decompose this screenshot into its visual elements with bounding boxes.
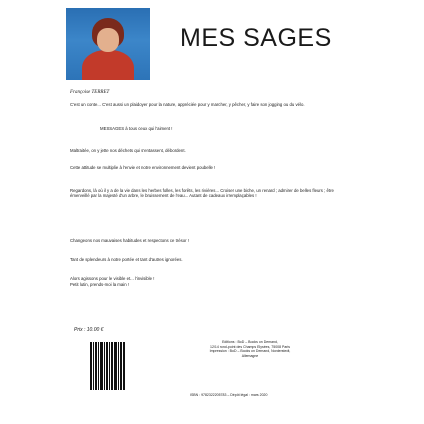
paragraph-3: Regardons, là où il y a de la vie dans les herbes folles, les forêts, les rivières... Croiser une biche, un renard ; admirer de belles fleurs ; être émerveillé par la majesté d'un arbre, le bruissement de l'eau... Autant de cadeaux irremplaçables ! <box>70 188 334 199</box>
price-label: Prix : 10.00 € <box>74 327 104 333</box>
paragraph-1: Maltraitée, on y jette nos déchets qui s'entassent, débordent. <box>70 148 186 153</box>
isbn-line: ISBN : 9782322205783 – Dépôt légal : mars 2020 <box>190 393 268 397</box>
intro-paragraph: C'est un conte... C'est aussi un plaidoyer pour la nature, appréciée pour y marcher, y pêcher, y faire son jogging ou du vélo. <box>70 102 305 107</box>
author-name: Françoise TERRET <box>70 90 110 95</box>
paragraph-6b: Petit lutin, prends-moi la main ! <box>70 282 129 287</box>
publisher-line-3: Impression : BoD – Books on Demand, Norderstedt, <box>209 349 291 353</box>
author-photo <box>66 8 150 80</box>
paragraph-4: Changeons nos mauvaises habitudes et respectons ce trésor ! <box>70 238 189 243</box>
paragraph-5: Tant de splendeurs à notre portée et tant d'autres ignorées. <box>70 257 183 262</box>
messages-line: MESSAGES à tous ceux qui l'aiment ! <box>100 126 173 131</box>
paragraph-6a: Alors agissons pour le visible et... l'invisible ! <box>70 276 155 281</box>
photo-figure-face <box>97 28 119 52</box>
publisher-line-2: 12/14 rond-point des Champs Elysées, 75008 Paris <box>210 344 290 349</box>
publisher-line-4: Allemagne <box>241 353 259 358</box>
paragraph-2: Cette attitude se multiplie à l'envie et notre environnement devient poubelle ! <box>70 165 216 170</box>
publisher-line-1: Editions : BoD – Books on Demand, <box>222 340 278 344</box>
book-title: MES SAGES <box>180 24 332 52</box>
publisher-info <box>150 340 350 358</box>
photo-figure-body <box>82 50 134 80</box>
barcode <box>90 342 126 394</box>
